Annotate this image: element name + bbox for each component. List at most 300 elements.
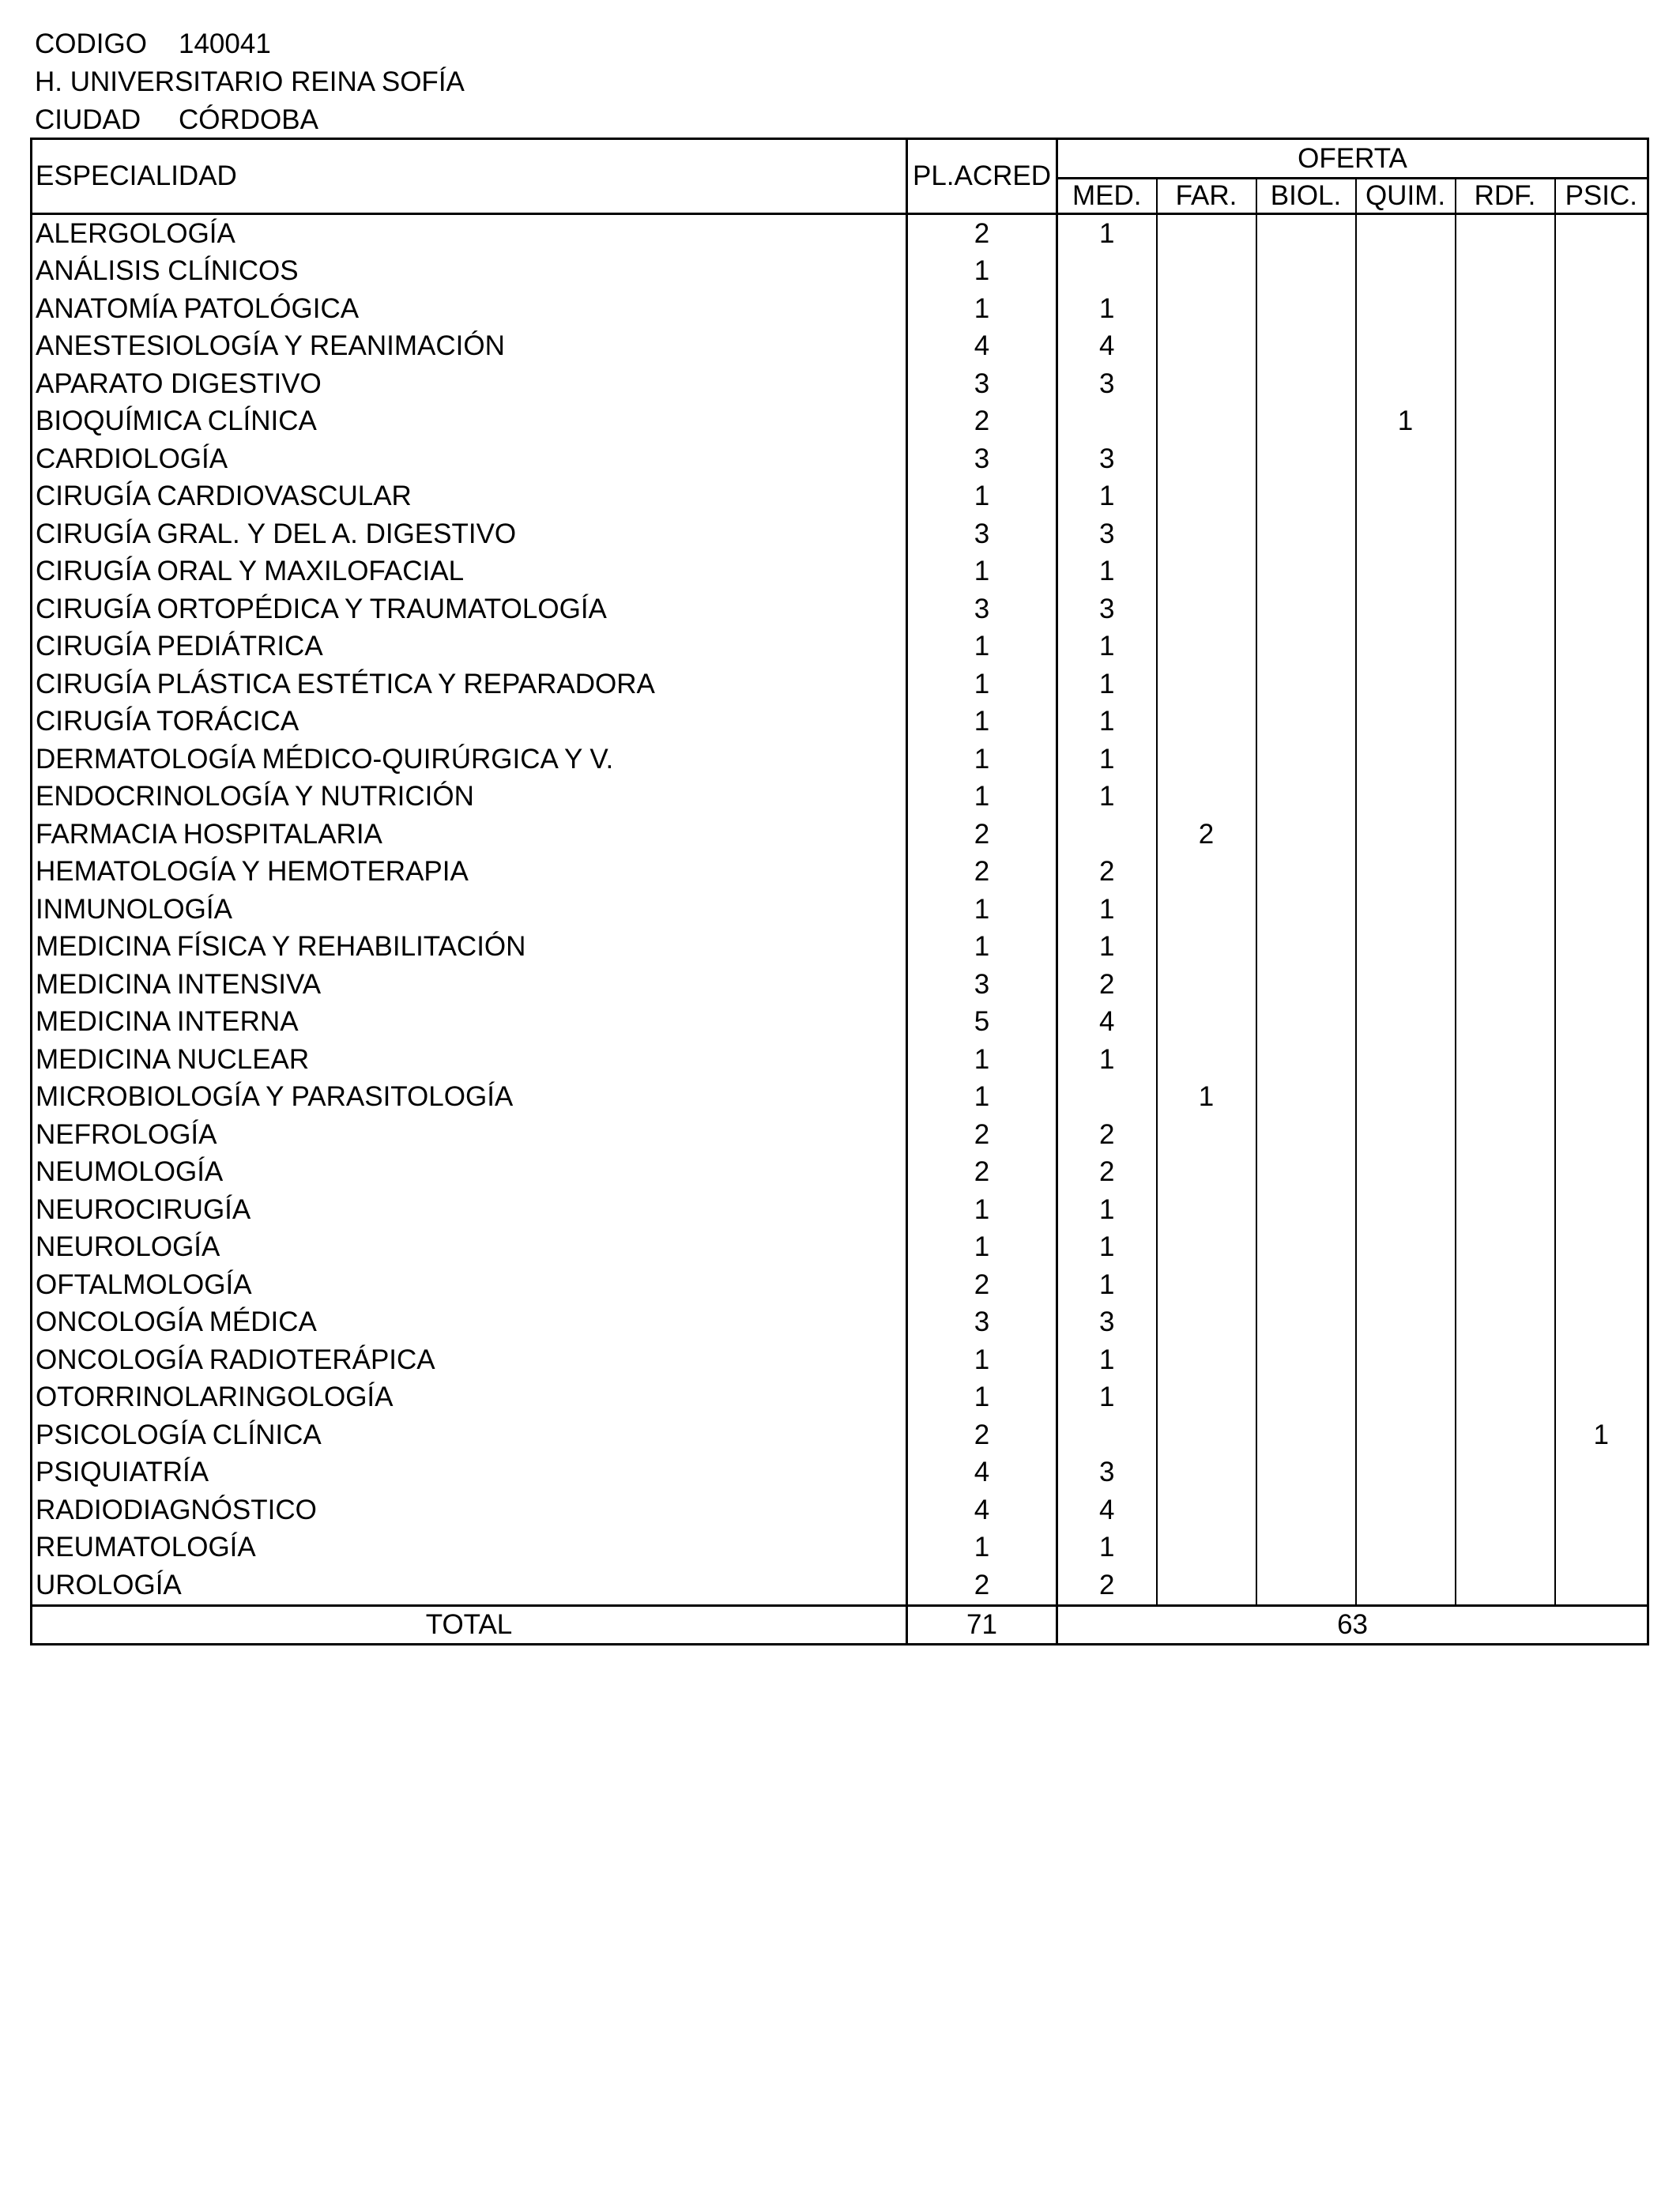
placred-cell: 1 [907, 253, 1057, 291]
far-cell [1157, 253, 1256, 291]
quim-cell [1356, 891, 1456, 929]
med-cell: 1 [1057, 553, 1157, 591]
placred-cell: 2 [907, 403, 1057, 441]
psic-cell [1555, 214, 1648, 253]
rdf-cell [1456, 365, 1555, 403]
placred-cell: 2 [907, 854, 1057, 892]
table-body [32, 214, 1648, 1606]
quim-cell [1356, 253, 1456, 291]
col-header-rdf: RDF. [1456, 179, 1555, 214]
med-cell: 1 [1057, 891, 1157, 929]
especialidad-cell: OFTALMOLOGÍA [32, 1266, 907, 1304]
far-cell [1157, 1379, 1256, 1417]
table-row [32, 214, 1648, 253]
quim-cell [1356, 703, 1456, 741]
rdf-cell [1456, 1041, 1555, 1079]
rdf-cell [1456, 778, 1555, 816]
table-row [32, 365, 1648, 403]
far-cell [1157, 1454, 1256, 1492]
table-row [32, 1191, 1648, 1229]
table-row [32, 290, 1648, 328]
rdf-cell [1456, 1491, 1555, 1529]
rdf-cell [1456, 1566, 1555, 1605]
far-cell [1157, 1341, 1256, 1379]
placred-cell: 4 [907, 1491, 1057, 1529]
rdf-cell [1456, 665, 1555, 703]
table-row [32, 628, 1648, 666]
far-cell [1157, 628, 1256, 666]
biol-cell [1256, 1454, 1356, 1492]
table-row [32, 1004, 1648, 1042]
rdf-cell [1456, 628, 1555, 666]
med-cell [1057, 1416, 1157, 1454]
quim-cell [1356, 590, 1456, 628]
quim-cell [1356, 553, 1456, 591]
med-cell: 1 [1057, 1341, 1157, 1379]
far-cell [1157, 778, 1256, 816]
table-row [32, 966, 1648, 1004]
table-row [32, 515, 1648, 553]
biol-cell [1256, 1079, 1356, 1117]
med-cell: 1 [1057, 929, 1157, 967]
table-row [32, 1041, 1648, 1079]
especialidad-cell: OTORRINOLARINGOLOGÍA [32, 1379, 907, 1417]
rdf-cell [1456, 1116, 1555, 1154]
table-row [32, 440, 1648, 478]
col-header-biol: BIOL. [1256, 179, 1356, 214]
table-row [32, 1304, 1648, 1342]
placred-cell: 1 [907, 703, 1057, 741]
rdf-cell [1456, 966, 1555, 1004]
especialidad-cell: ENDOCRINOLOGÍA Y NUTRICIÓN [32, 778, 907, 816]
especialidad-cell: ANATOMÍA PATOLÓGICA [32, 290, 907, 328]
quim-cell [1356, 1491, 1456, 1529]
biol-cell [1256, 1491, 1356, 1529]
col-header-psic: PSIC. [1555, 179, 1648, 214]
especialidades-table [30, 138, 1649, 1646]
placred-cell: 2 [907, 1266, 1057, 1304]
total-label: TOTAL [32, 1605, 907, 1644]
psic-cell [1555, 1379, 1648, 1417]
placred-cell: 1 [907, 929, 1057, 967]
quim-cell [1356, 214, 1456, 253]
med-cell: 1 [1057, 703, 1157, 741]
especialidad-cell: MEDICINA INTENSIVA [32, 966, 907, 1004]
placred-cell: 3 [907, 590, 1057, 628]
biol-cell [1256, 478, 1356, 516]
table-row [32, 1266, 1648, 1304]
rdf-cell [1456, 1004, 1555, 1042]
psic-cell [1555, 1454, 1648, 1492]
especialidad-cell: BIOQUÍMICA CLÍNICA [32, 403, 907, 441]
quim-cell [1356, 1529, 1456, 1567]
rdf-cell [1456, 515, 1555, 553]
total-row [32, 1605, 1648, 1644]
especialidad-cell: CIRUGÍA GRAL. Y DEL A. DIGESTIVO [32, 515, 907, 553]
med-cell [1057, 1079, 1157, 1117]
especialidad-cell: HEMATOLOGÍA Y HEMOTERAPIA [32, 854, 907, 892]
placred-cell: 3 [907, 966, 1057, 1004]
placred-cell: 1 [907, 665, 1057, 703]
med-cell [1057, 403, 1157, 441]
table-row [32, 854, 1648, 892]
biol-cell [1256, 703, 1356, 741]
especialidad-cell: CARDIOLOGÍA [32, 440, 907, 478]
table-row [32, 1379, 1648, 1417]
far-cell [1157, 703, 1256, 741]
ciudad-line [35, 104, 318, 136]
med-cell: 2 [1057, 1566, 1157, 1605]
biol-cell [1256, 854, 1356, 892]
rdf-cell [1456, 290, 1555, 328]
quim-cell [1356, 290, 1456, 328]
psic-cell [1555, 1004, 1648, 1042]
especialidad-cell: MEDICINA FÍSICA Y REHABILITACIÓN [32, 929, 907, 967]
especialidad-cell: UROLOGÍA [32, 1566, 907, 1605]
quim-cell [1356, 665, 1456, 703]
table-row [32, 1491, 1648, 1529]
psic-cell [1555, 966, 1648, 1004]
rdf-cell [1456, 1191, 1555, 1229]
med-cell: 1 [1057, 665, 1157, 703]
rdf-cell [1456, 1304, 1555, 1342]
psic-cell [1555, 1304, 1648, 1342]
biol-cell [1256, 515, 1356, 553]
rdf-cell [1456, 1229, 1555, 1267]
table-row [32, 403, 1648, 441]
psic-cell [1555, 628, 1648, 666]
psic-cell [1555, 1491, 1648, 1529]
psic-cell [1555, 1341, 1648, 1379]
biol-cell [1256, 628, 1356, 666]
psic-cell [1555, 440, 1648, 478]
far-cell [1157, 440, 1256, 478]
psic-cell [1555, 778, 1648, 816]
quim-cell [1356, 1116, 1456, 1154]
far-cell [1157, 1154, 1256, 1192]
biol-cell [1256, 403, 1356, 441]
especialidad-cell: ONCOLOGÍA RADIOTERÁPICA [32, 1341, 907, 1379]
far-cell [1157, 966, 1256, 1004]
placred-cell: 4 [907, 1454, 1057, 1492]
especialidad-cell: ANESTESIOLOGÍA Y REANIMACIÓN [32, 328, 907, 366]
especialidad-cell: DERMATOLOGÍA MÉDICO-QUIRÚRGICA Y V. [32, 741, 907, 778]
placred-cell: 1 [907, 290, 1057, 328]
biol-cell [1256, 290, 1356, 328]
psic-cell [1555, 929, 1648, 967]
psic-cell [1555, 403, 1648, 441]
biol-cell [1256, 440, 1356, 478]
placred-cell: 2 [907, 214, 1057, 253]
far-cell [1157, 1566, 1256, 1605]
far-cell [1157, 365, 1256, 403]
table-row [32, 1154, 1648, 1192]
psic-cell [1555, 590, 1648, 628]
table-row [32, 703, 1648, 741]
med-cell: 4 [1057, 328, 1157, 366]
med-cell: 2 [1057, 1154, 1157, 1192]
rdf-cell [1456, 1341, 1555, 1379]
psic-cell [1555, 1229, 1648, 1267]
especialidad-cell: MICROBIOLOGÍA Y PARASITOLOGÍA [32, 1079, 907, 1117]
especialidad-cell: CIRUGÍA PEDIÁTRICA [32, 628, 907, 666]
biol-cell [1256, 1041, 1356, 1079]
table-row [32, 1116, 1648, 1154]
placred-cell: 4 [907, 328, 1057, 366]
table-row [32, 1079, 1648, 1117]
rdf-cell [1456, 328, 1555, 366]
quim-cell [1356, 1341, 1456, 1379]
biol-cell [1256, 1566, 1356, 1605]
table-row [32, 778, 1648, 816]
table-row [32, 816, 1648, 854]
especialidad-cell: CIRUGÍA ORTOPÉDICA Y TRAUMATOLOGÍA [32, 590, 907, 628]
col-header-oferta: OFERTA [1057, 139, 1648, 179]
especialidad-cell: MEDICINA NUCLEAR [32, 1041, 907, 1079]
placred-cell: 3 [907, 515, 1057, 553]
table-row [32, 1454, 1648, 1492]
med-cell: 2 [1057, 854, 1157, 892]
med-cell: 1 [1057, 478, 1157, 516]
med-cell: 1 [1057, 1266, 1157, 1304]
placred-cell: 2 [907, 816, 1057, 854]
psic-cell [1555, 1191, 1648, 1229]
col-header-especialidad: ESPECIALIDAD [32, 139, 907, 214]
psic-cell [1555, 816, 1648, 854]
quim-cell: 1 [1356, 403, 1456, 441]
placred-cell: 1 [907, 1079, 1057, 1117]
med-cell: 1 [1057, 214, 1157, 253]
far-cell [1157, 1191, 1256, 1229]
table-row [32, 590, 1648, 628]
rdf-cell [1456, 1529, 1555, 1567]
ciudad-label: CIUDAD [35, 104, 141, 135]
especialidad-cell: PSICOLOGÍA CLÍNICA [32, 1416, 907, 1454]
psic-cell [1555, 1266, 1648, 1304]
especialidad-cell: NEFROLOGÍA [32, 1116, 907, 1154]
col-header-quim: QUIM. [1356, 179, 1456, 214]
med-cell: 4 [1057, 1491, 1157, 1529]
quim-cell [1356, 778, 1456, 816]
biol-cell [1256, 929, 1356, 967]
especialidad-cell: CIRUGÍA PLÁSTICA ESTÉTICA Y REPARADORA [32, 665, 907, 703]
placred-cell: 2 [907, 1116, 1057, 1154]
especialidad-cell: RADIODIAGNÓSTICO [32, 1491, 907, 1529]
biol-cell [1256, 1341, 1356, 1379]
quim-cell [1356, 1004, 1456, 1042]
quim-cell [1356, 816, 1456, 854]
quim-cell [1356, 741, 1456, 778]
biol-cell [1256, 1529, 1356, 1567]
med-cell [1057, 253, 1157, 291]
placred-cell: 3 [907, 365, 1057, 403]
especialidad-cell: INMUNOLOGÍA [32, 891, 907, 929]
table-row [32, 1529, 1648, 1567]
quim-cell [1356, 1454, 1456, 1492]
especialidad-cell: ANÁLISIS CLÍNICOS [32, 253, 907, 291]
psic-cell [1555, 703, 1648, 741]
psic-cell [1555, 478, 1648, 516]
psic-cell [1555, 1116, 1648, 1154]
biol-cell [1256, 778, 1356, 816]
rdf-cell [1456, 741, 1555, 778]
med-cell: 1 [1057, 741, 1157, 778]
psic-cell [1555, 328, 1648, 366]
placred-cell: 1 [907, 741, 1057, 778]
ciudad-value: CÓRDOBA [179, 104, 318, 135]
especialidad-cell: APARATO DIGESTIVO [32, 365, 907, 403]
rdf-cell [1456, 440, 1555, 478]
table-row [32, 1341, 1648, 1379]
med-cell: 1 [1057, 1229, 1157, 1267]
quim-cell [1356, 328, 1456, 366]
rdf-cell [1456, 253, 1555, 291]
biol-cell [1256, 816, 1356, 854]
rdf-cell [1456, 1416, 1555, 1454]
far-cell: 2 [1157, 816, 1256, 854]
psic-cell [1555, 891, 1648, 929]
far-cell [1157, 478, 1256, 516]
quim-cell [1356, 1416, 1456, 1454]
biol-cell [1256, 1191, 1356, 1229]
biol-cell [1256, 665, 1356, 703]
med-cell: 1 [1057, 778, 1157, 816]
far-cell [1157, 891, 1256, 929]
far-cell [1157, 665, 1256, 703]
psic-cell [1555, 1154, 1648, 1192]
table-row [32, 1566, 1648, 1605]
med-cell: 2 [1057, 966, 1157, 1004]
med-cell: 1 [1057, 628, 1157, 666]
quim-cell [1356, 1041, 1456, 1079]
rdf-cell [1456, 891, 1555, 929]
especialidad-cell: CIRUGÍA CARDIOVASCULAR [32, 478, 907, 516]
quim-cell [1356, 966, 1456, 1004]
biol-cell [1256, 253, 1356, 291]
far-cell [1157, 1229, 1256, 1267]
biol-cell [1256, 328, 1356, 366]
table-row [32, 478, 1648, 516]
psic-cell [1555, 665, 1648, 703]
far-cell [1157, 1304, 1256, 1342]
far-cell [1157, 515, 1256, 553]
biol-cell [1256, 1229, 1356, 1267]
far-cell [1157, 1041, 1256, 1079]
placred-cell: 2 [907, 1154, 1057, 1192]
psic-cell [1555, 741, 1648, 778]
placred-cell: 2 [907, 1566, 1057, 1605]
med-cell: 3 [1057, 1454, 1157, 1492]
especialidad-cell: PSIQUIATRÍA [32, 1454, 907, 1492]
biol-cell [1256, 590, 1356, 628]
codigo-line [35, 28, 271, 60]
col-header-med: MED. [1057, 179, 1157, 214]
rdf-cell [1456, 1379, 1555, 1417]
placred-cell: 1 [907, 1191, 1057, 1229]
placred-cell: 3 [907, 1304, 1057, 1342]
biol-cell [1256, 1154, 1356, 1192]
biol-cell [1256, 1266, 1356, 1304]
especialidad-cell: ONCOLOGÍA MÉDICA [32, 1304, 907, 1342]
rdf-cell [1456, 1079, 1555, 1117]
psic-cell [1555, 1529, 1648, 1567]
table-row [32, 665, 1648, 703]
far-cell [1157, 741, 1256, 778]
med-cell: 3 [1057, 1304, 1157, 1342]
biol-cell [1256, 1116, 1356, 1154]
psic-cell [1555, 253, 1648, 291]
far-cell [1157, 214, 1256, 253]
placred-cell: 1 [907, 1041, 1057, 1079]
far-cell [1157, 1266, 1256, 1304]
biol-cell [1256, 214, 1356, 253]
placred-cell: 1 [907, 891, 1057, 929]
codigo-value: 140041 [179, 28, 271, 59]
rdf-cell [1456, 590, 1555, 628]
med-cell: 3 [1057, 365, 1157, 403]
quim-cell [1356, 854, 1456, 892]
col-header-placred: PL.ACRED [907, 139, 1057, 214]
table-row [32, 553, 1648, 591]
table-row [32, 1229, 1648, 1267]
quim-cell [1356, 365, 1456, 403]
quim-cell [1356, 1191, 1456, 1229]
especialidad-cell: CIRUGÍA TORÁCICA [32, 703, 907, 741]
quim-cell [1356, 929, 1456, 967]
placred-cell: 1 [907, 553, 1057, 591]
psic-cell [1555, 515, 1648, 553]
placred-cell: 5 [907, 1004, 1057, 1042]
placred-cell: 1 [907, 478, 1057, 516]
rdf-cell [1456, 1266, 1555, 1304]
especialidad-cell: NEUROCIRUGÍA [32, 1191, 907, 1229]
psic-cell [1555, 854, 1648, 892]
med-cell: 3 [1057, 440, 1157, 478]
biol-cell [1256, 966, 1356, 1004]
placred-cell: 1 [907, 1229, 1057, 1267]
psic-cell [1555, 1041, 1648, 1079]
far-cell [1157, 290, 1256, 328]
rdf-cell [1456, 403, 1555, 441]
rdf-cell [1456, 816, 1555, 854]
psic-cell [1555, 1079, 1648, 1117]
rdf-cell [1456, 854, 1555, 892]
biol-cell [1256, 1379, 1356, 1417]
far-cell [1157, 403, 1256, 441]
quim-cell [1356, 628, 1456, 666]
far-cell [1157, 590, 1256, 628]
table-row [32, 741, 1648, 778]
med-cell: 1 [1057, 1191, 1157, 1229]
placred-cell: 3 [907, 440, 1057, 478]
quim-cell [1356, 1379, 1456, 1417]
biol-cell [1256, 553, 1356, 591]
especialidad-cell: FARMACIA HOSPITALARIA [32, 816, 907, 854]
rdf-cell [1456, 1454, 1555, 1492]
table-row [32, 253, 1648, 291]
med-cell: 4 [1057, 1004, 1157, 1042]
quim-cell [1356, 1266, 1456, 1304]
placred-cell: 2 [907, 1416, 1057, 1454]
table-row [32, 929, 1648, 967]
far-cell [1157, 1529, 1256, 1567]
table-row [32, 891, 1648, 929]
far-cell [1157, 1116, 1256, 1154]
quim-cell [1356, 1566, 1456, 1605]
med-cell: 1 [1057, 290, 1157, 328]
quim-cell [1356, 1154, 1456, 1192]
especialidad-cell: MEDICINA INTERNA [32, 1004, 907, 1042]
